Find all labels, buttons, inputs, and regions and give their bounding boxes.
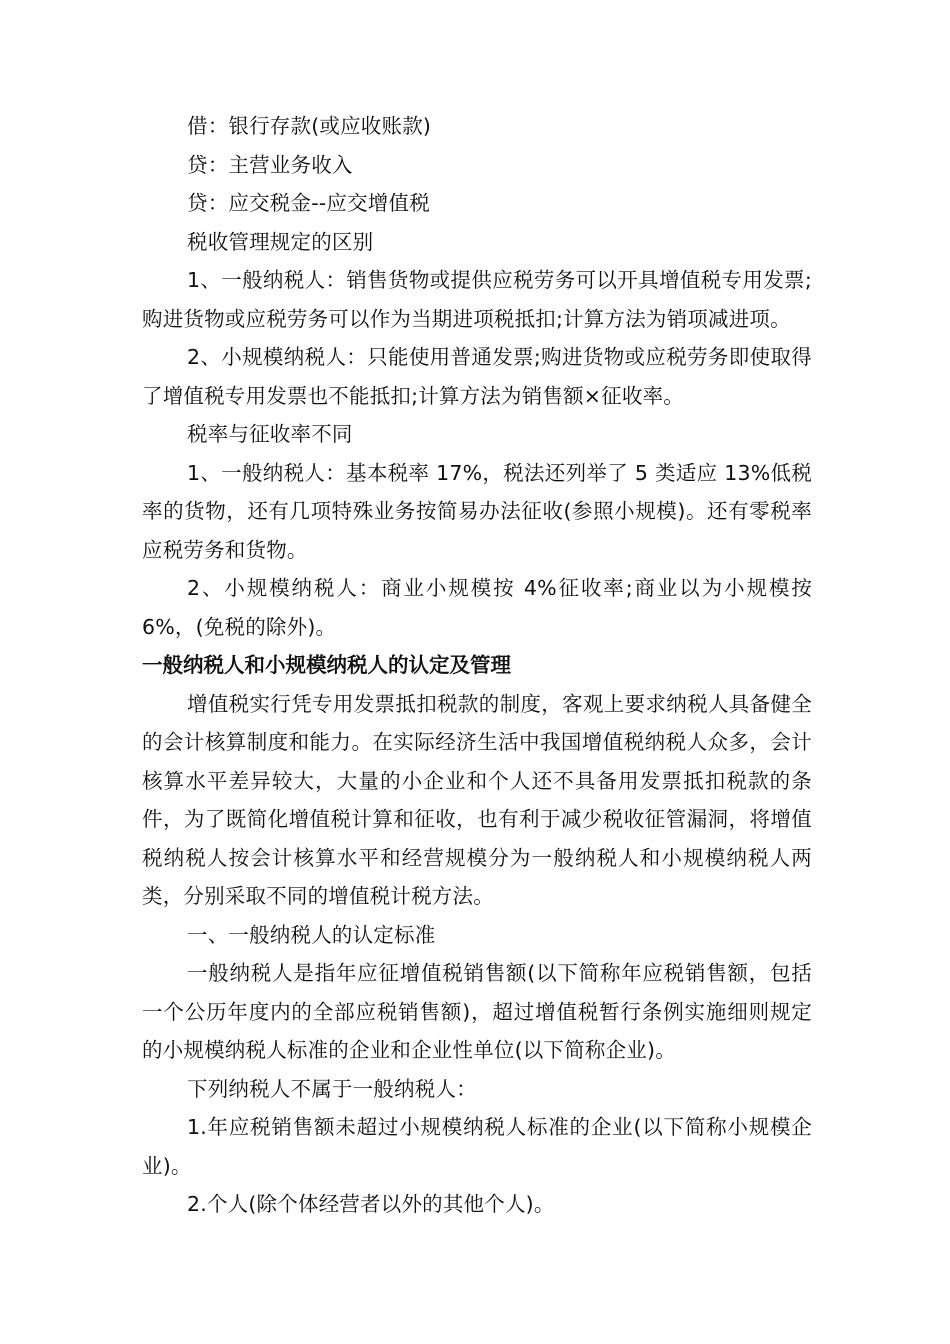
subheading-criteria: 一、一般纳税人的认定标准 — [187, 922, 436, 947]
list-item-1: 1.年应税销售额未超过小规模纳税人标准的企业(以下简称小规模企业)。 — [142, 1115, 812, 1178]
section-label-tax-management: 税收管理规定的区别 — [187, 229, 374, 254]
list-item-2: 2.个人(除个体经营者以外的其他个人)。 — [187, 1192, 555, 1216]
document-page — [142, 107, 812, 1224]
paragraph-small-rate: 2、小规模纳税人：商业小规模按 4%征收率;商业以为小规模按 6%，(免税的除外)。 — [142, 576, 812, 639]
paragraph-vat-system: 增值税实行凭专用发票抵扣税款的制度，客观上要求纳税人具备健全的会计核算制度和能力。在实际经济生活中我国增值税纳税人众多，会计核算水平差异较大，大量的小企业和个人还不具备用发票抵扣税款的条件，为了既简化增值税计算和征收，也有利于减少税收征管漏洞，将增值税纳税人按会计核算水平和经营规模分为一般纳税人和小规模纳税人两类，分别采取不同的增值税计税方法。 — [142, 691, 812, 908]
section-label-tax-rate: 税率与征收率不同 — [187, 422, 353, 446]
journal-line-debit: 借：银行存款(或应收账款) — [187, 114, 432, 138]
paragraph-definition: 一般纳税人是指年应征增值税销售额(以下简称年应税销售额，包括一个公历年度内的全部应税销售额)，超过增值税暂行条例实施细则规定的小规模纳税人标准的企业和企业性单位(以下简称企业)。 — [142, 961, 812, 1062]
journal-line-credit-tax: 贷：应交税金--应交增值税 — [187, 191, 430, 215]
paragraph-general-taxpayer: 1、一般纳税人：销售货物或提供应税劳务可以开具增值税专用发票;购进货物或应税劳务可以作为当期进项税抵扣;计算方法为销项减进项。 — [142, 268, 812, 331]
paragraph-small-taxpayer: 2、小规模纳税人：只能使用普通发票;购进货物或应税劳务即使取得了增值税专用发票也不能抵扣;计算方法为销售额×征收率。 — [142, 345, 812, 408]
journal-line-credit-revenue: 贷：主营业务收入 — [187, 152, 353, 177]
section-heading: 一般纳税人和小规模纳税人的认定及管理 — [142, 653, 511, 677]
paragraph-general-rate: 1、一般纳税人：基本税率 17%，税法还列举了 5 类适应 13%低税率的货物，还有几项特殊业务按简易办法征收(参照小规模)。还有零税率应税劳务和货物。 — [142, 460, 812, 562]
list-intro: 下列纳税人不属于一般纳税人： — [187, 1076, 477, 1101]
